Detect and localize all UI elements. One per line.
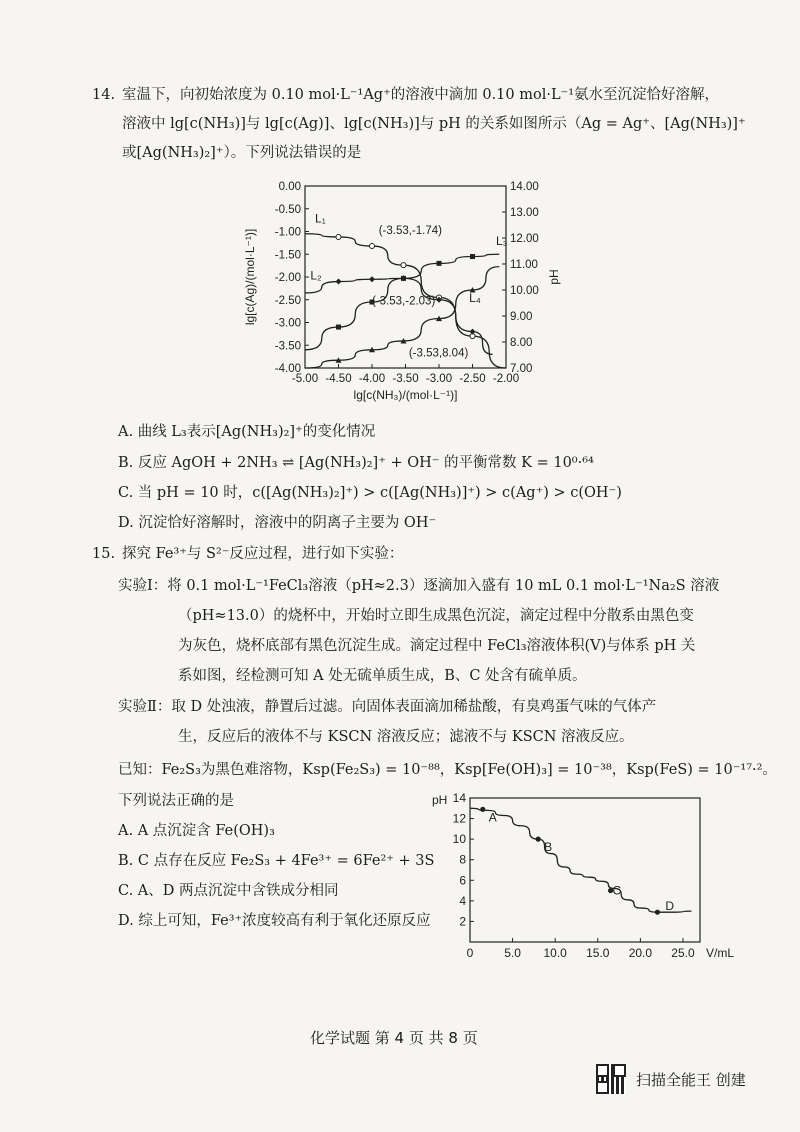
- q14-stem-line3: 或[Ag(NH₃)₂]⁺）。下列说法错误的是: [122, 145, 362, 161]
- point-annotation: (-3.53,-2.03): [372, 295, 436, 308]
- data-point: [336, 234, 341, 239]
- y2-tick-label: 10.00: [510, 285, 539, 297]
- page-footer: 化学试题 第 4 页 共 8 页: [310, 1029, 478, 1047]
- point-marker: [536, 837, 541, 842]
- y2-axis-label: pH: [547, 269, 561, 285]
- y2-tick-label: 7.00: [510, 363, 533, 375]
- q15-known: 已知：Fe₂S₃为黑色难溶物，Ksp(Fe₂S₃) = 10⁻⁸⁸，Ksp[Fe(OH)₃] = 10⁻³⁸，Ksp(FeS) = 10⁻¹⁷·²。: [118, 762, 777, 778]
- data-point: [470, 254, 475, 259]
- scanner-watermark: 扫描全能王 创建: [636, 1071, 746, 1089]
- point-label: A: [488, 810, 497, 825]
- y-tick-label: -3.50: [274, 340, 301, 353]
- x-axis-label: V/mL: [706, 946, 735, 960]
- y2-tick-label: 12.00: [510, 233, 539, 245]
- y-tick-label: -1.00: [274, 226, 301, 239]
- y-tick-label: 4: [459, 893, 466, 908]
- y-axis-label: lg[c(Ag)/(mol·L⁻¹)]: [243, 228, 257, 326]
- point-annotation: (-3.53,8.04): [408, 347, 469, 360]
- titration-curve: [470, 808, 691, 912]
- x-tick-label: -4.50: [325, 373, 352, 385]
- point-label: D: [665, 899, 675, 914]
- q15-chart: [430, 790, 735, 970]
- x-tick-label: -5.00: [291, 373, 319, 385]
- x-tick-label: 0: [466, 946, 474, 960]
- q14-option-a: A. 曲线 L₃表示[Ag(NH₃)₂]⁺的变化情况: [118, 424, 376, 440]
- q15-ask: 下列说法正确的是: [118, 793, 234, 809]
- data-point: [336, 325, 341, 330]
- y2-tick-label: 11.00: [510, 259, 538, 271]
- y-tick-label: -0.50: [274, 203, 301, 216]
- q14-chart: [230, 168, 570, 418]
- x-tick-label: 10.0: [543, 946, 567, 960]
- y-tick-label: 12: [452, 811, 466, 826]
- q15-exp1-line1: 实验Ⅰ：将 0.1 mol·L⁻¹FeCl₃溶液（pH≈2.3）逐滴加入盛有 10 mL 0.1 mol·L⁻¹Na₂S 溶液: [118, 578, 720, 594]
- data-point: [369, 276, 375, 282]
- series-label: L₂: [310, 268, 322, 283]
- y-tick-label: 0.00: [278, 181, 301, 193]
- q15-option-d: D. 综上可知，Fe³⁺浓度较高有利于氧化还原反应: [118, 913, 431, 929]
- data-point: [401, 276, 406, 281]
- y-tick-label: -4.00: [274, 363, 301, 375]
- point-marker: [480, 807, 485, 812]
- y-tick-label: -3.00: [274, 317, 301, 330]
- series-label: L₃: [495, 234, 508, 249]
- x-tick-label: 5.0: [504, 946, 521, 960]
- plot-frame: [470, 798, 700, 942]
- x-tick-label: -3.00: [425, 373, 453, 385]
- q15-number: 15.: [92, 546, 116, 562]
- q15-exp1-line2: （pH≈13.0）的烧杯中，开始时立即生成黑色沉淀，滴定过程中分散系由黑色变: [178, 608, 694, 624]
- y-axis-label: pH: [432, 793, 448, 807]
- q15-exp2-line1: 实验Ⅱ：取 D 处浊液，静置后过滤。向固体表面滴加稀盐酸，有臭鸡蛋气味的气体产: [118, 699, 657, 715]
- y2-tick-label: 9.00: [510, 311, 533, 323]
- x-axis-label: lg[c(NH₃)/(mol·L⁻¹)]: [353, 388, 458, 402]
- y-tick-label: 10: [452, 832, 466, 847]
- x-tick-label: 15.0: [586, 946, 610, 960]
- x-tick-label: 25.0: [671, 946, 695, 960]
- q15-exp2-line2: 生，反应后的液体不与 KSCN 溶液反应；滤液不与 KSCN 溶液反应。: [178, 729, 634, 745]
- y-tick-label: 8: [459, 852, 466, 867]
- point-label: B: [544, 840, 553, 855]
- y2-tick-label: 13.00: [510, 207, 539, 219]
- y-tick-label: 6: [459, 873, 466, 888]
- y2-tick-label: 14.00: [510, 181, 539, 193]
- series-label: L₁: [315, 211, 326, 226]
- q14-number: 14.: [92, 87, 116, 103]
- data-point: [401, 263, 406, 268]
- q14-stem-line1: 室温下，向初始浓度为 0.10 mol·L⁻¹Ag⁺的溶液中滴加 0.10 mol·L⁻¹氨水至沉淀恰好溶解，: [122, 87, 720, 103]
- point-annotation: (-3.53,-1.74): [378, 224, 442, 237]
- point-label: C: [612, 883, 622, 898]
- q14-option-c: C. 当 pH = 10 时，c([Ag(NH₃)₂]⁺) > c([Ag(NH₃)]⁺) > c(Ag⁺) > c(OH⁻): [118, 485, 622, 501]
- q15-stem: 探究 Fe³⁺与 S²⁻反应过程，进行如下实验：: [122, 546, 404, 562]
- q15-exp1-line4: 系如图，经检测可知 A 处无硫单质生成，B、C 处含有硫单质。: [178, 668, 587, 684]
- data-point: [437, 261, 442, 266]
- data-point: [370, 244, 375, 249]
- q14-option-b: B. 反应 AgOH + 2NH₃ ⇌ [Ag(NH₃)₂]⁺ + OH⁻ 的平衡常数 K = 10⁰·⁶⁴: [118, 455, 594, 471]
- x-tick-label: -4.00: [358, 373, 386, 385]
- point-marker: [655, 910, 660, 915]
- q14-option-d: D. 沉淀恰好溶解时，溶液中的阴离子主要为 OH⁻: [118, 515, 437, 531]
- q15-exp1-line3: 为灰色，烧杯底部有黑色沉淀生成。滴定过程中 FeCl₃溶液体积(V)与体系 pH 关: [178, 638, 696, 654]
- y-tick-label: -2.50: [274, 294, 301, 307]
- qr-code-icon: [596, 1064, 626, 1094]
- q15-option-c: C. A、D 两点沉淀中含铁成分相同: [118, 883, 339, 899]
- y-tick-label: -2.00: [274, 272, 301, 284]
- y-tick-label: 2: [459, 914, 466, 929]
- y-tick-label: 14: [452, 791, 466, 805]
- q14-stem-line2: 溶液中 lg[c(NH₃)]与 lg[c(Ag)]、lg[c(NH₃)]与 pH 的关系如图所示（Ag = Ag⁺、[Ag(NH₃)]⁺: [122, 116, 746, 132]
- x-tick-label: 20.0: [628, 946, 653, 960]
- data-point: [470, 329, 476, 335]
- data-point: [336, 279, 342, 285]
- q15-option-a: A. A 点沉淀含 Fe(OH)₃: [118, 823, 275, 839]
- q15-option-b: B. C 点存在反应 Fe₂S₃ + 4Fe³⁺ = 6Fe²⁺ + 3S: [118, 853, 435, 869]
- x-tick-label: -2.50: [459, 373, 486, 385]
- series-label: L₄: [469, 291, 481, 306]
- x-tick-label: -3.50: [392, 373, 419, 385]
- y-tick-label: -1.50: [274, 249, 301, 262]
- series-line-1: [305, 278, 493, 354]
- x-tick-label: -2.00: [492, 373, 520, 385]
- y2-tick-label: 8.00: [510, 337, 533, 349]
